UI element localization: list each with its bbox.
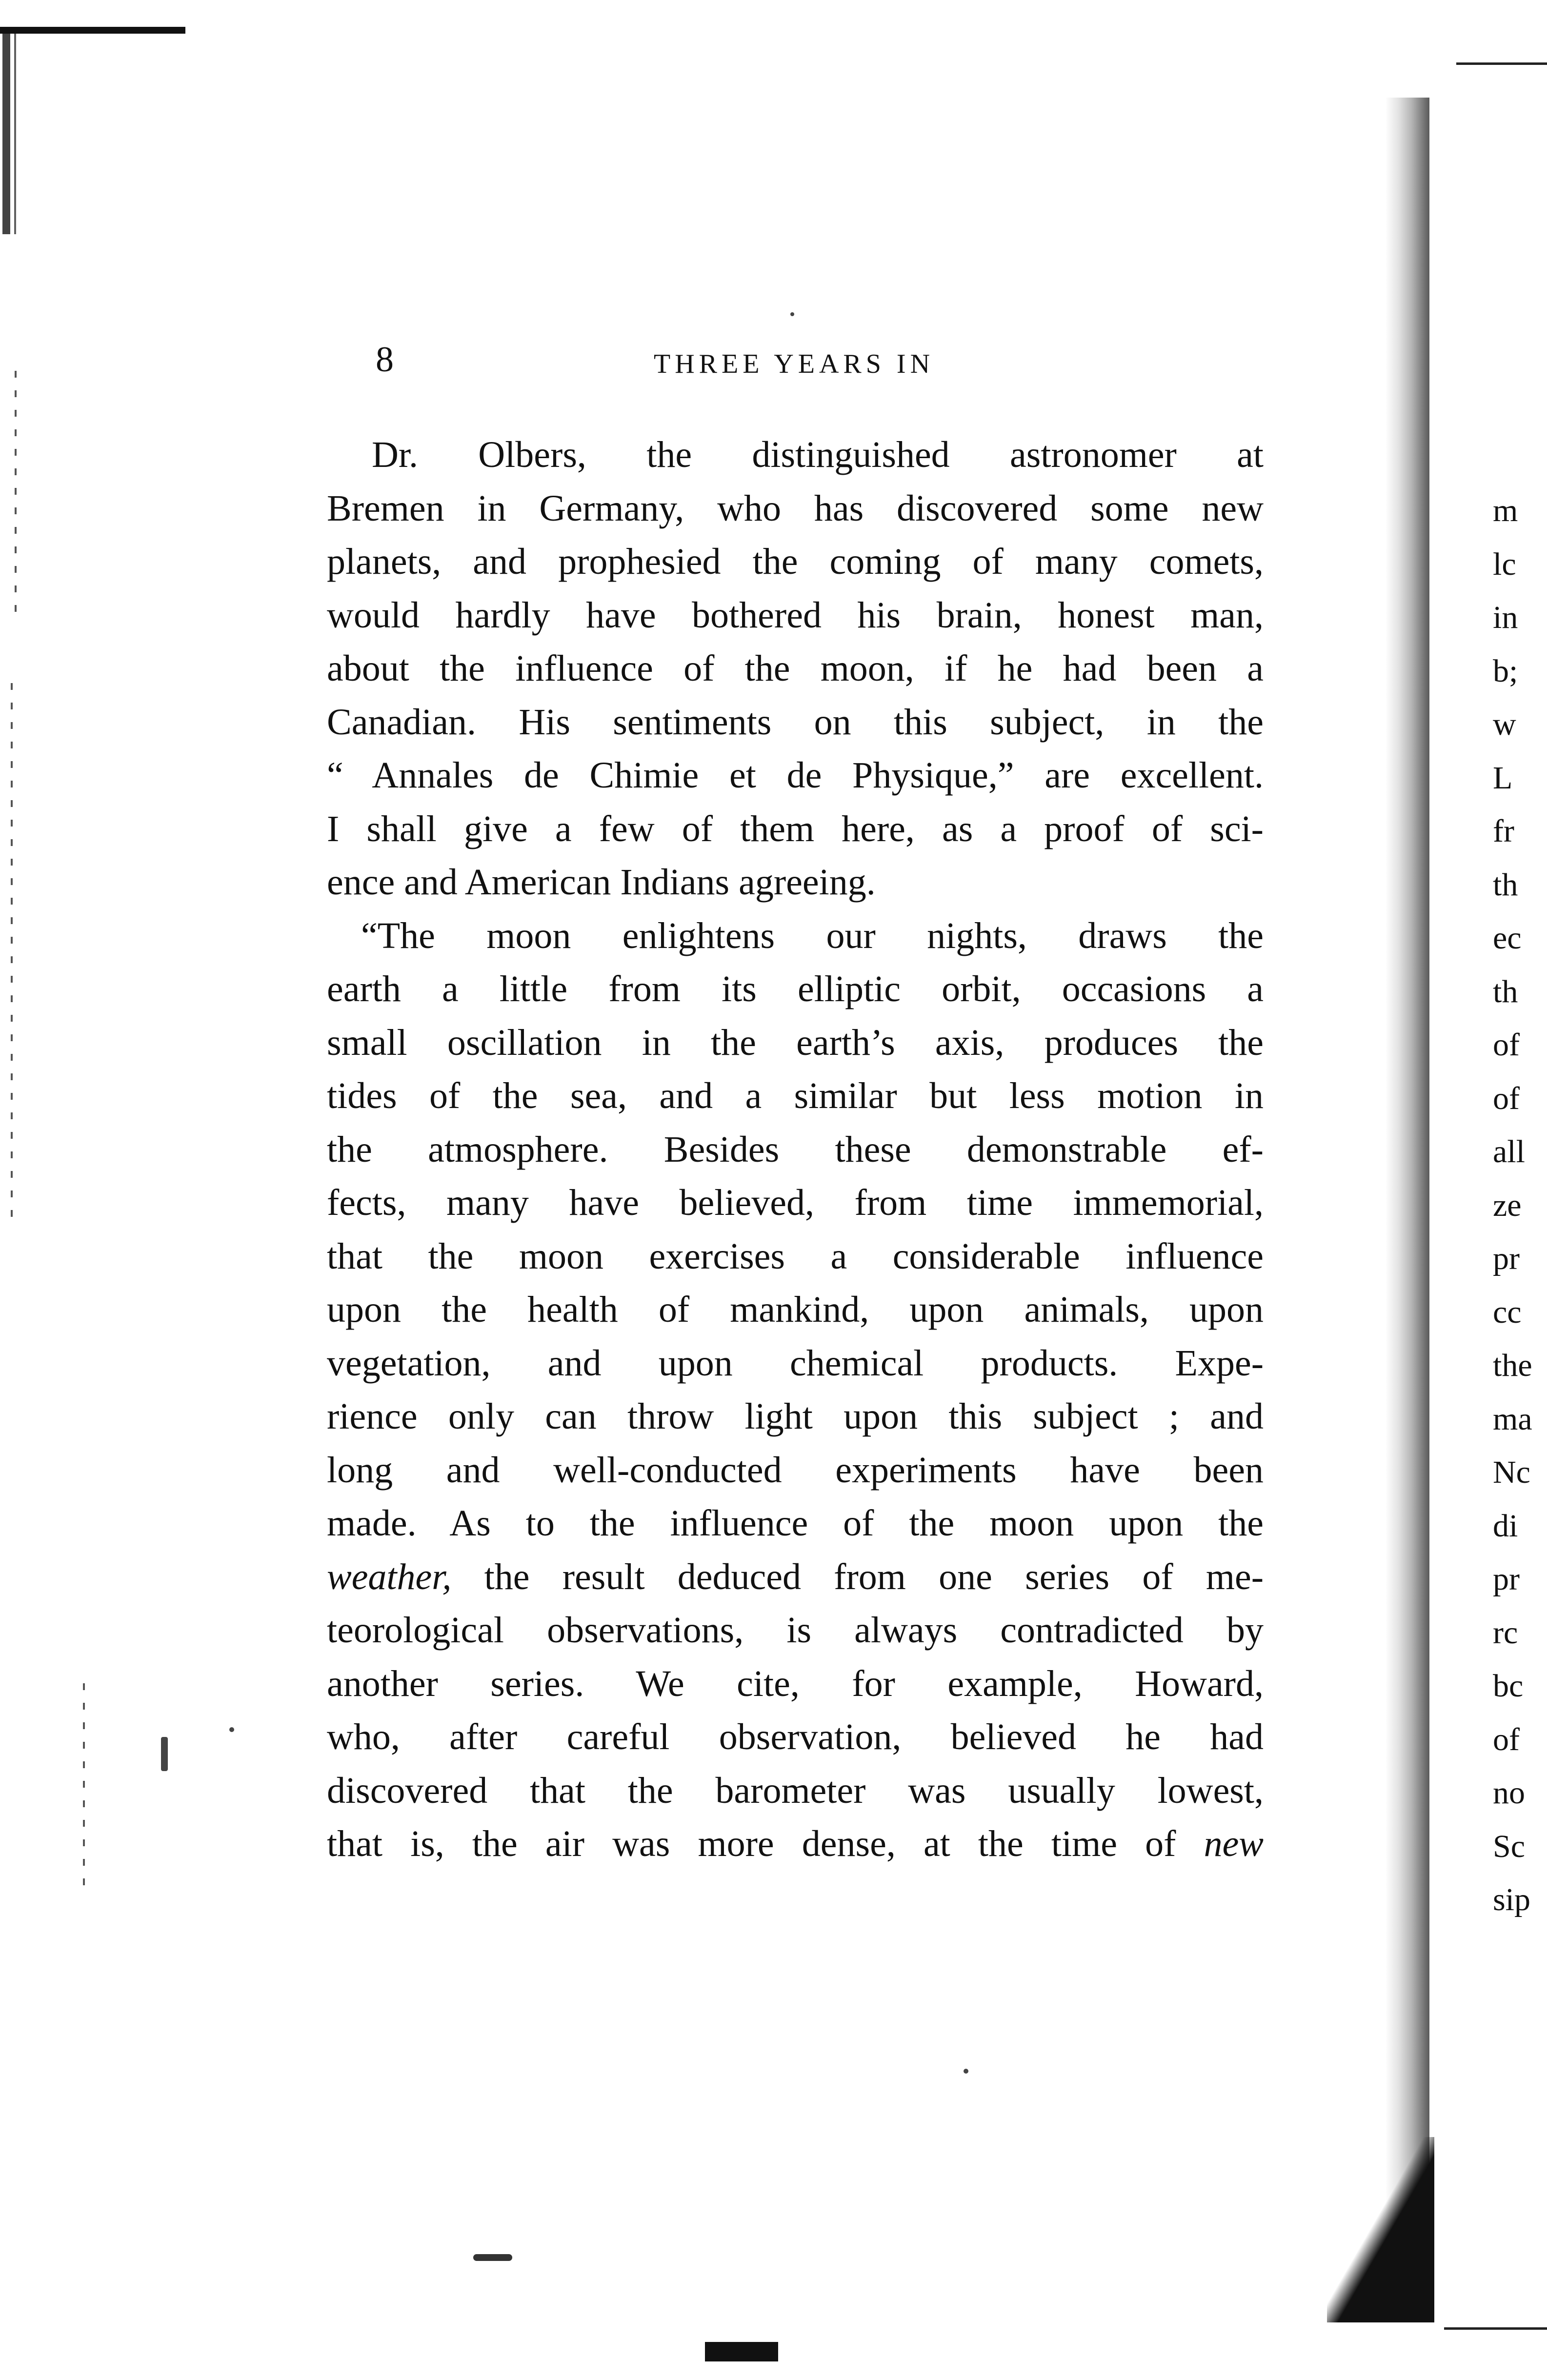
text-line-rest: the result deduced from one series of me-: [484, 1556, 1264, 1597]
text-line: planets, and prophesied the coming of many comets,: [327, 541, 1264, 582]
adjacent-page-fragment: m: [1493, 493, 1518, 528]
adjacent-page-fragment: of: [1493, 1080, 1520, 1116]
adjacent-page-fragment: bc: [1493, 1668, 1524, 1704]
adjacent-page-fragment: w: [1493, 706, 1516, 742]
scan-edge-dashes: [83, 1683, 85, 1888]
adjacent-page-rule-bottom: [1444, 2327, 1547, 2330]
scan-top-bar: [0, 27, 185, 34]
text-line: teorological observations, is always contradicted by: [327, 1610, 1264, 1651]
text-line: the atmosphere. Besides these demonstrable ef-: [327, 1129, 1264, 1170]
scan-left-edge: [0, 0, 59, 2380]
text-line: would hardly have bothered his brain, honest man,: [327, 594, 1264, 636]
adjacent-page-fragment: Sc: [1493, 1828, 1525, 1864]
adjacent-page-rule-top: [1456, 62, 1547, 65]
adjacent-page-fragment: L: [1493, 760, 1513, 796]
book-spine-shadow: [1386, 98, 1429, 2283]
adjacent-page-fragments: [1493, 484, 1547, 1927]
scan-corner-mark: [2, 29, 22, 234]
text-line: earth a little from its elliptic orbit, occasions a: [327, 968, 1264, 1009]
text-line: rience only can throw light upon this subject ; and: [327, 1396, 1264, 1437]
scan-speck: [790, 312, 794, 316]
text-line-start: that is, the air was more dense, at the time of: [327, 1823, 1176, 1864]
text-line: I shall give a few of them here, as a proof of sci-: [327, 808, 1264, 849]
adjacent-page-fragment: th: [1493, 973, 1518, 1009]
text-line: tides of the sea, and a similar but less motion in: [327, 1075, 1264, 1116]
text-line: ence and American Indians agreeing.: [327, 862, 876, 903]
text-line: “The moon enlightens our nights, draws the: [361, 915, 1264, 956]
text-line: [327, 1551, 1264, 1604]
scan-speck: [229, 1727, 234, 1732]
text-line: [327, 1817, 1264, 1871]
adjacent-page-fragment: th: [1493, 867, 1518, 903]
adjacent-page-fragment: of: [1493, 1027, 1520, 1063]
adjacent-page-fragment: pr: [1493, 1241, 1520, 1276]
adjacent-page-fragment: the: [1493, 1348, 1532, 1383]
adjacent-page-fragment: lc: [1493, 546, 1516, 582]
adjacent-page-fragment: pr: [1493, 1561, 1520, 1597]
text-line: who, after careful observation, believed he had: [327, 1716, 1264, 1757]
scan-edge-dashes: [11, 683, 13, 1220]
text-line: fects, many have believed, from time immemorial,: [327, 1182, 1264, 1223]
text-line: Dr. Olbers, the distinguished astronomer at: [372, 434, 1264, 475]
scan-bottom-smudge: [473, 2254, 512, 2261]
adjacent-page-fragment: b;: [1493, 653, 1518, 689]
text-line: that the moon exercises a considerable influence: [327, 1235, 1264, 1277]
adjacent-page-fragment: rc: [1493, 1614, 1518, 1651]
text-line: about the influence of the moon, if he had been a: [327, 648, 1264, 689]
text-line: upon the health of mankind, upon animals, upon: [327, 1289, 1264, 1330]
text-line: small oscillation in the earth’s axis, produces the: [327, 1022, 1264, 1063]
page-number: 8: [376, 340, 394, 380]
adjacent-page-fragment: di: [1493, 1508, 1518, 1544]
adjacent-page-fragment: Nc: [1493, 1454, 1530, 1490]
scan-edge-dashes: [15, 371, 17, 615]
text-line: long and well-conducted experiments have been: [327, 1449, 1264, 1491]
text-line: another series. We cite, for example, Howard,: [327, 1663, 1264, 1704]
adjacent-page-fragment: sip: [1493, 1882, 1531, 1917]
book-spine-dark-corner: [1327, 2137, 1434, 2322]
text-line: vegetation, and upon chemical products. Expe-: [327, 1342, 1264, 1384]
text-line: made. As to the influence of the moon upon the: [327, 1503, 1264, 1544]
text-line: “ Annales de Chimie et de Physique,” are excellent.: [327, 755, 1264, 796]
running-head: THREE YEARS IN: [654, 349, 935, 379]
adjacent-page-fragment: ma: [1493, 1401, 1532, 1437]
adjacent-page-fragment: ec: [1493, 920, 1522, 956]
scan-bottom-block: [705, 2342, 778, 2361]
adjacent-page-fragment: of: [1493, 1721, 1520, 1757]
text-line: Canadian. His sentiments on this subject, in the: [327, 701, 1264, 743]
italic-word-weather: weather,: [327, 1556, 452, 1597]
adjacent-page-fragment: cc: [1493, 1294, 1522, 1330]
adjacent-page-fragment: ze: [1493, 1187, 1522, 1223]
scan-speck: [964, 2069, 968, 2074]
adjacent-page-fragment: no: [1493, 1775, 1525, 1811]
scan-speck: [161, 1737, 168, 1771]
adjacent-page-fragment: in: [1493, 600, 1518, 635]
body-text: [327, 428, 1264, 1871]
text-line: discovered that the barometer was usually lowest,: [327, 1770, 1264, 1811]
italic-word-new: new: [1204, 1823, 1264, 1864]
adjacent-page-fragment: fr: [1493, 813, 1514, 849]
text-line: Bremen in Germany, who has discovered some new: [327, 487, 1264, 529]
adjacent-page-fragment: all: [1493, 1134, 1525, 1170]
